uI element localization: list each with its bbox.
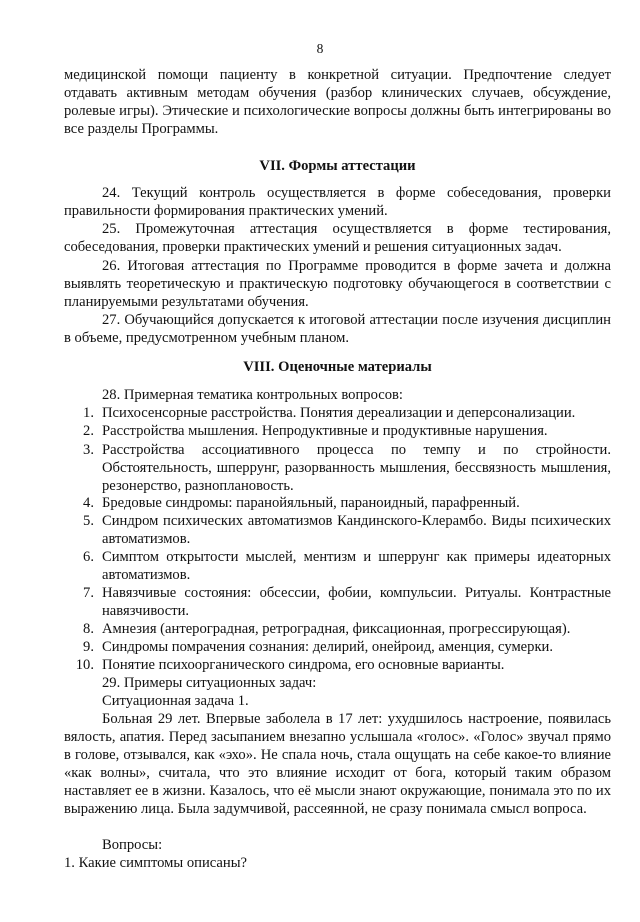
list-item (64, 584, 611, 620)
questions-intro: 28. Примерная тематика контрольных вопросов: (102, 387, 403, 403)
intro-paragraph: медицинской помощи пациенту в конкретной ситуации. Предпочтение следует отдавать активным методам обучения (разбор клинических случаев, обсуждение, ролевые игры). Этические и психологические вопросы должны быть интегрированы во все разделы Программы. (64, 67, 611, 137)
list-item (64, 620, 611, 638)
paragraph-25: 25. Промежуточная аттестация осуществляется в форме тестирования, собеседования, проверки практических умений и решения ситуационных задач. (64, 221, 611, 255)
list-item-number: 5. (83, 513, 94, 529)
questions-label: Вопросы: (102, 837, 163, 853)
paragraph-24: 24. Текущий контроль осуществляется в форме собеседования, проверки правильности формирования практических умений. (64, 185, 611, 219)
list-item-text: Расстройства мышления. Непродуктивные и продуктивные нарушения. (102, 423, 548, 439)
list-item-number: 8. (83, 621, 94, 637)
list-item-number: 9. (83, 639, 94, 655)
list-item-number: 6. (83, 549, 94, 565)
paragraph-27: 27. Обучающийся допускается к итоговой аттестации после изучения дисциплин в объеме, предусмотренном учебным планом. (64, 312, 611, 346)
task-text: Больная 29 лет. Впервые заболела в 17 лет: ухудшилось настроение, появилась вялость, апатия. Перед засыпанием внезапно услышала «голос». «Голос» звучал прямо в голове, отзывался, как «эхо». Не спала ночь, стала ощущать на себе какое-то влияние «как волны», считала, что это влияние исходит от бога, который таким образом наставляет ее в жизни. Казалось, что её мысли знают окружающие, понимала это по их выражению лица. Была задумчивой, рассеянной, не сразу понимала смысл вопроса. (64, 711, 611, 817)
list-item (64, 422, 611, 440)
list-item (64, 494, 611, 512)
list-item-number: 4. (83, 495, 94, 511)
list-item-text: Расстройства ассоциативного процесса по темпу и по стройности. Обстоятельность, шперрунг, разорванность мышления, бессвязность мышления, резонерство, разноплановость. (102, 442, 611, 494)
list-item-text: Синдромы помрачения сознания: делирий, онейроид, аменция, сумерки. (102, 639, 554, 655)
page-number: 8 (316, 41, 324, 56)
list-item-number: 1. (83, 405, 94, 421)
task-title: Ситуационная задача 1. (102, 693, 249, 709)
list-item (64, 656, 611, 674)
list-item-text: Понятие психоорганического синдрома, его основные варианты. (102, 657, 505, 673)
list-item (64, 441, 611, 495)
task-question-1: 1. Какие симптомы описаны? (64, 855, 248, 871)
section-7-heading: VII. Формы аттестации (259, 158, 416, 174)
list-item-text: Психосенсорные расстройства. Понятия дереализации и деперсонализации. (102, 405, 576, 421)
list-item-text: Бредовые синдромы: паранойяльный, параноидный, парафренный. (102, 495, 520, 511)
list-item-text: Симптом открытости мыслей, ментизм и шперрунг как примеры идеаторных автоматизмов. (102, 549, 611, 583)
list-item-number: 10. (75, 657, 94, 673)
list-item-text: Синдром психических автоматизмов Кандинского-Клерамбо. Виды психических автоматизмов. (102, 513, 611, 547)
examples-intro: 29. Примеры ситуационных задач: (102, 675, 317, 691)
section-8-heading: VIII. Оценочные материалы (243, 359, 432, 375)
list-item (64, 512, 611, 548)
list-item-number: 3. (83, 442, 94, 458)
list-item (64, 548, 611, 584)
list-item-text: Навязчивые состояния: обсессии, фобии, компульсии. Ритуалы. Контрастные навязчивости. (102, 585, 611, 619)
list-item (64, 638, 611, 656)
list-item-text: Амнезия (антероградная, ретроградная, фиксационная, прогрессирующая). (102, 621, 571, 637)
list-item-number: 7. (83, 585, 94, 601)
paragraph-26: 26. Итоговая аттестация по Программе проводится в форме зачета и должна выявлять теоретическую и практическую подготовку обучающегося в соответствии с планируемыми результатами обучения. (64, 258, 611, 310)
list-item-number: 2. (83, 423, 94, 439)
list-item (64, 404, 611, 422)
